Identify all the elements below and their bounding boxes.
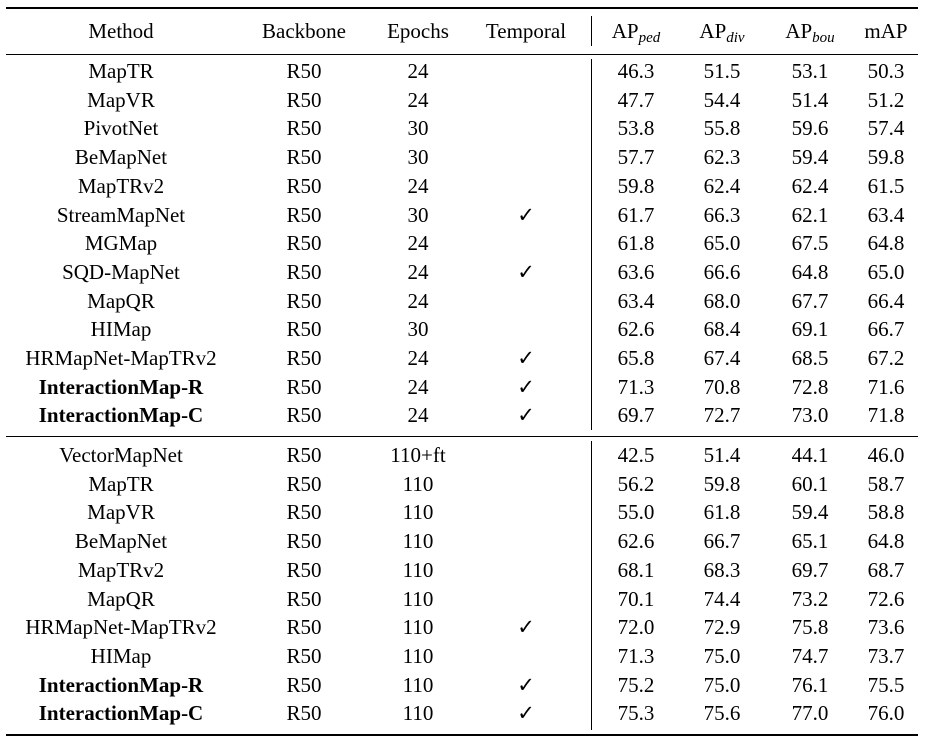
header-temporal: Temporal <box>485 19 567 43</box>
ap-ped-cell: 59.8 <box>617 173 655 198</box>
ap-div-cell: 59.8 <box>703 471 741 496</box>
ap-div-cell: 74.4 <box>703 586 741 611</box>
map-cell: 57.4 <box>867 116 905 141</box>
method-cell: PivotNet <box>83 116 159 141</box>
temporal-check <box>476 498 576 526</box>
temporal-check <box>476 315 576 343</box>
table-row <box>6 642 918 670</box>
ap-ped-cell: 46.3 <box>617 59 655 83</box>
ap-bou-cell: 51.4 <box>791 87 829 112</box>
table-row <box>6 527 918 555</box>
ap-bou-cell: 53.1 <box>791 59 829 83</box>
epochs-cell: 24 <box>407 374 429 399</box>
method-cell: InteractionMap-R <box>38 672 204 697</box>
ap-ped-cell: 68.1 <box>617 557 655 582</box>
table-row <box>6 172 918 200</box>
temporal-check: ✓ <box>517 259 535 284</box>
backbone-cell: R50 <box>286 116 322 141</box>
method-cell: MapVR <box>87 500 155 525</box>
table-top-rule <box>6 7 918 9</box>
epochs-cell: 24 <box>407 346 429 370</box>
ap-div-cell: 66.3 <box>703 202 741 227</box>
header-ap-bou-sub: bou <box>812 30 835 46</box>
ap-div-cell: 67.4 <box>703 346 741 370</box>
temporal-check <box>476 527 576 555</box>
table-row <box>6 57 918 85</box>
ap-ped-cell: 42.5 <box>617 443 655 467</box>
table-row <box>6 585 918 613</box>
ap-bou-cell: 68.5 <box>791 346 829 370</box>
method-cell: MapTR <box>88 59 154 83</box>
ap-bou-cell: 72.8 <box>791 374 829 399</box>
method-cell: StreamMapNet <box>56 202 186 227</box>
method-cell: InteractionMap-C <box>38 701 204 726</box>
epochs-cell: 110 <box>402 672 434 697</box>
ap-div-cell: 55.8 <box>703 116 741 141</box>
ap-div-cell: 72.9 <box>703 615 741 640</box>
temporal-check <box>476 57 576 85</box>
ap-bou-cell: 59.6 <box>791 116 829 141</box>
epochs-cell: 30 <box>407 145 429 170</box>
column-separator <box>591 59 592 430</box>
temporal-check <box>476 585 576 613</box>
method-cell: MapTRv2 <box>77 557 165 582</box>
backbone-cell: R50 <box>286 403 322 428</box>
backbone-cell: R50 <box>286 529 322 554</box>
table-row <box>6 441 918 469</box>
method-cell: HIMap <box>90 643 152 668</box>
map-cell: 75.5 <box>867 672 905 697</box>
temporal-check <box>476 556 576 584</box>
ap-ped-cell: 69.7 <box>617 403 655 428</box>
ap-ped-cell: 47.7 <box>617 87 655 112</box>
ap-div-cell: 61.8 <box>703 500 741 525</box>
method-cell: MapTR <box>88 471 154 496</box>
backbone-cell: R50 <box>286 615 322 640</box>
epochs-cell: 110 <box>402 615 434 640</box>
table-row <box>6 699 918 727</box>
temporal-check: ✓ <box>517 403 535 428</box>
table-row <box>6 258 918 286</box>
ap-div-cell: 51.4 <box>703 443 741 467</box>
backbone-cell: R50 <box>286 288 322 313</box>
table-header-row <box>6 17 918 45</box>
map-cell: 68.7 <box>867 557 905 582</box>
backbone-cell: R50 <box>286 59 322 83</box>
ap-ped-cell: 57.7 <box>617 145 655 170</box>
ap-ped-cell: 53.8 <box>617 116 655 141</box>
ap-bou-cell: 62.4 <box>791 173 829 198</box>
temporal-check <box>476 143 576 171</box>
ap-ped-cell: 75.3 <box>617 701 655 726</box>
ap-div-cell: 70.8 <box>703 374 741 399</box>
map-cell: 58.8 <box>867 500 905 525</box>
ap-div-cell: 62.4 <box>703 173 741 198</box>
ap-div-cell: 75.0 <box>703 643 741 668</box>
method-cell: MapVR <box>87 87 155 112</box>
backbone-cell: R50 <box>286 500 322 525</box>
table-row <box>6 401 918 429</box>
epochs-cell: 110+ft <box>390 443 446 467</box>
temporal-check <box>476 642 576 670</box>
epochs-cell: 24 <box>407 231 429 256</box>
temporal-check <box>476 172 576 200</box>
ap-bou-cell: 60.1 <box>791 471 829 496</box>
method-cell: MapQR <box>87 288 155 313</box>
map-cell: 63.4 <box>867 202 905 227</box>
epochs-cell: 110 <box>402 471 434 496</box>
header-map: mAP <box>864 19 908 43</box>
epochs-cell: 110 <box>402 529 434 554</box>
method-cell: HRMapNet-MapTRv2 <box>25 615 217 640</box>
ap-div-cell: 68.3 <box>703 557 741 582</box>
ap-div-cell: 65.0 <box>703 231 741 256</box>
header-ap-div-sub: div <box>726 30 745 46</box>
map-cell: 73.6 <box>867 615 905 640</box>
temporal-check <box>476 229 576 257</box>
ap-ped-cell: 56.2 <box>617 471 655 496</box>
backbone-cell: R50 <box>286 145 322 170</box>
ap-bou-cell: 65.1 <box>791 529 829 554</box>
header-ap-bou-base: AP <box>785 19 813 43</box>
table-row <box>6 315 918 343</box>
backbone-cell: R50 <box>286 586 322 611</box>
method-cell: MapTRv2 <box>77 173 165 198</box>
map-cell: 73.7 <box>867 643 905 668</box>
method-cell: SQD-MapNet <box>62 259 180 284</box>
ap-ped-cell: 63.4 <box>617 288 655 313</box>
table-row <box>6 470 918 498</box>
table-row <box>6 114 918 142</box>
ap-div-cell: 66.6 <box>703 259 741 284</box>
ap-div-cell: 68.4 <box>703 317 741 342</box>
method-cell: MGMap <box>84 231 158 256</box>
ap-bou-cell: 67.5 <box>791 231 829 256</box>
epochs-cell: 110 <box>402 701 434 726</box>
table-row <box>6 229 918 257</box>
backbone-cell: R50 <box>286 374 322 399</box>
temporal-check <box>476 114 576 142</box>
ap-ped-cell: 63.6 <box>617 259 655 284</box>
ap-bou-cell: 75.8 <box>791 615 829 640</box>
map-cell: 71.6 <box>867 374 905 399</box>
epochs-cell: 24 <box>407 87 429 112</box>
header-ap-div <box>678 17 766 45</box>
ap-bou-cell: 67.7 <box>791 288 829 313</box>
epochs-cell: 24 <box>407 173 429 198</box>
table-row <box>6 556 918 584</box>
ap-div-cell: 62.3 <box>703 145 741 170</box>
header-ap-bou <box>766 17 854 45</box>
temporal-check <box>476 441 576 469</box>
ap-ped-cell: 71.3 <box>617 643 655 668</box>
ap-div-cell: 75.6 <box>703 701 741 726</box>
ap-bou-cell: 69.7 <box>791 557 829 582</box>
map-cell: 58.7 <box>867 471 905 496</box>
map-cell: 72.6 <box>867 586 905 611</box>
table-row <box>6 287 918 315</box>
header-epochs: Epochs <box>387 19 449 43</box>
map-cell: 71.8 <box>867 403 905 428</box>
ap-ped-cell: 61.8 <box>617 231 655 256</box>
temporal-check <box>476 287 576 315</box>
epochs-cell: 110 <box>402 557 434 582</box>
temporal-check <box>476 86 576 114</box>
method-cell: VectorMapNet <box>59 443 183 467</box>
ap-ped-cell: 62.6 <box>617 529 655 554</box>
column-separator <box>591 441 592 730</box>
backbone-cell: R50 <box>286 317 322 342</box>
map-cell: 46.0 <box>867 443 905 467</box>
header-ap-ped <box>591 17 681 45</box>
backbone-cell: R50 <box>286 643 322 668</box>
backbone-cell: R50 <box>286 173 322 198</box>
map-cell: 66.4 <box>867 288 905 313</box>
ap-ped-cell: 75.2 <box>617 672 655 697</box>
ap-bou-cell: 44.1 <box>791 443 829 467</box>
ap-bou-cell: 73.0 <box>791 403 829 428</box>
ap-bou-cell: 74.7 <box>791 643 829 668</box>
ap-ped-cell: 62.6 <box>617 317 655 342</box>
epochs-cell: 30 <box>407 116 429 141</box>
ap-div-cell: 68.0 <box>703 288 741 313</box>
ap-bou-cell: 59.4 <box>791 500 829 525</box>
ap-bou-cell: 77.0 <box>791 701 829 726</box>
backbone-cell: R50 <box>286 259 322 284</box>
method-cell: InteractionMap-R <box>38 374 204 399</box>
ap-ped-cell: 55.0 <box>617 500 655 525</box>
epochs-cell: 24 <box>407 288 429 313</box>
temporal-check: ✓ <box>517 346 535 370</box>
ap-bou-cell: 76.1 <box>791 672 829 697</box>
ap-div-cell: 72.7 <box>703 403 741 428</box>
epochs-cell: 110 <box>402 500 434 525</box>
epochs-cell: 30 <box>407 202 429 227</box>
map-cell: 64.8 <box>867 231 905 256</box>
ap-div-cell: 51.5 <box>703 59 741 83</box>
map-cell: 76.0 <box>867 701 905 726</box>
ap-div-cell: 75.0 <box>703 672 741 697</box>
epochs-cell: 24 <box>407 403 429 428</box>
backbone-cell: R50 <box>286 471 322 496</box>
temporal-check: ✓ <box>517 374 535 399</box>
method-cell: MapQR <box>87 586 155 611</box>
epochs-cell: 30 <box>407 317 429 342</box>
map-cell: 50.3 <box>867 59 905 83</box>
temporal-check: ✓ <box>517 672 535 697</box>
table-row <box>6 498 918 526</box>
backbone-cell: R50 <box>286 346 322 370</box>
ap-ped-cell: 71.3 <box>617 374 655 399</box>
map-cell: 61.5 <box>867 173 905 198</box>
method-cell: BeMapNet <box>74 145 168 170</box>
header-ap-ped-sub: ped <box>638 30 661 46</box>
header-rule <box>6 54 918 55</box>
ap-div-cell: 54.4 <box>703 87 741 112</box>
epochs-cell: 24 <box>407 259 429 284</box>
map-cell: 66.7 <box>867 317 905 342</box>
header-backbone: Backbone <box>262 19 346 43</box>
ap-bou-cell: 62.1 <box>791 202 829 227</box>
map-cell: 67.2 <box>867 346 905 370</box>
ap-ped-cell: 70.1 <box>617 586 655 611</box>
method-cell: HIMap <box>90 317 152 342</box>
map-cell: 65.0 <box>867 259 905 284</box>
table-row <box>6 373 918 401</box>
ap-bou-cell: 69.1 <box>791 317 829 342</box>
table-row <box>6 201 918 229</box>
map-cell: 59.8 <box>867 145 905 170</box>
backbone-cell: R50 <box>286 701 322 726</box>
section-rule <box>6 436 918 437</box>
table-bottom-rule <box>6 734 918 736</box>
table-row <box>6 671 918 699</box>
temporal-check <box>476 470 576 498</box>
ap-ped-cell: 61.7 <box>617 202 655 227</box>
ap-bou-cell: 73.2 <box>791 586 829 611</box>
column-separator <box>591 16 592 46</box>
backbone-cell: R50 <box>286 557 322 582</box>
backbone-cell: R50 <box>286 87 322 112</box>
header-ap-ped-base: AP <box>611 19 639 43</box>
backbone-cell: R50 <box>286 672 322 697</box>
temporal-check: ✓ <box>517 202 535 227</box>
header-method: Method <box>88 19 154 43</box>
epochs-cell: 24 <box>407 59 429 83</box>
header-ap-div-base: AP <box>699 19 727 43</box>
ap-bou-cell: 64.8 <box>791 259 829 284</box>
table-row <box>6 143 918 171</box>
table-row <box>6 344 918 372</box>
method-cell: BeMapNet <box>74 529 168 554</box>
map-cell: 51.2 <box>867 87 905 112</box>
method-cell: InteractionMap-C <box>38 403 204 428</box>
table-row <box>6 86 918 114</box>
temporal-check: ✓ <box>517 701 535 726</box>
ap-div-cell: 66.7 <box>703 529 741 554</box>
temporal-check: ✓ <box>517 615 535 640</box>
method-cell: HRMapNet-MapTRv2 <box>25 346 217 370</box>
epochs-cell: 110 <box>402 586 434 611</box>
epochs-cell: 110 <box>402 643 434 668</box>
backbone-cell: R50 <box>286 202 322 227</box>
map-cell: 64.8 <box>867 529 905 554</box>
backbone-cell: R50 <box>286 443 322 467</box>
table-row <box>6 613 918 641</box>
ap-ped-cell: 65.8 <box>617 346 655 370</box>
backbone-cell: R50 <box>286 231 322 256</box>
ap-ped-cell: 72.0 <box>617 615 655 640</box>
ap-bou-cell: 59.4 <box>791 145 829 170</box>
